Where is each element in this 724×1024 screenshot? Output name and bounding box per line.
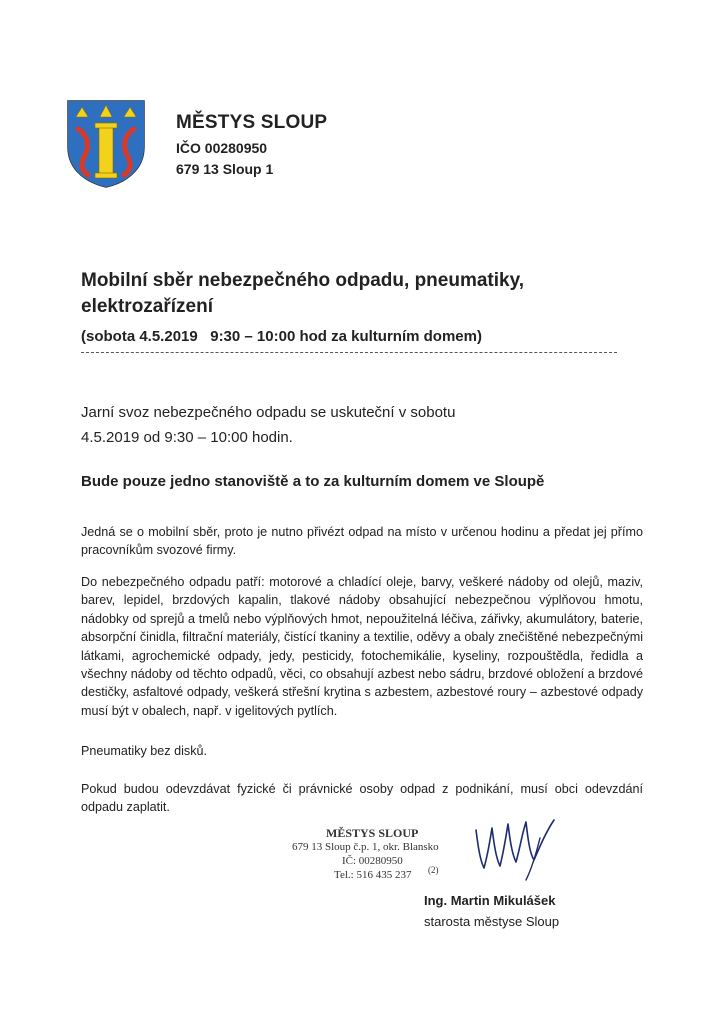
paragraph-business-fee: Pokud budou odevzdávat fyzické či právnické osoby odpad z podnikání, musí obci odevzdání odpadu zaplatit.: [81, 782, 643, 815]
document-subtitle: (sobota 4.5.2019 9:30 – 10:00 hod za kulturním domem): [81, 328, 482, 345]
paragraph-mobile-collection: Jedná se o mobilní sběr, proto je nutno přivézt odpad na místo v určenou hodinu a předat jej přímo pracovníkům svozové firmy.: [81, 525, 643, 558]
intro-text: Jarní svoz nebezpečného odpadu se uskuteční v sobotu 4.5.2019 od 9:30 – 10:00 hodin.: [81, 404, 456, 446]
org-ico: IČO 00280950: [176, 140, 268, 156]
org-name: MĚSTYS SLOUP: [176, 112, 328, 133]
stamp-name: MĚSTYS SLOUP: [326, 826, 419, 840]
org-address: 679 13 Sloup 1: [176, 161, 274, 177]
stamp-address: 679 13 Sloup č.p. 1, okr. Blansko: [292, 841, 439, 853]
letterhead: [176, 112, 327, 182]
signer-block: [424, 890, 559, 932]
stamp-code: (2): [428, 865, 439, 875]
signer-role: starosta městyse Sloup: [424, 914, 560, 929]
paragraph-tyres: Pneumatiky bez disků.: [81, 744, 207, 758]
stamp-phone: Tel.: 516 435 237: [334, 869, 412, 881]
dashed-divider: [81, 352, 617, 353]
location-note: Bude pouze jedno stanoviště a to za kulturním domem ve Sloupě: [81, 473, 545, 490]
coat-of-arms-icon: [66, 99, 146, 189]
paragraph-hazardous-list: Do nebezpečného odpadu patří: motorové a chladící oleje, barvy, veškeré nádoby od olejů, maziv, barev, lepidel, brzdových kapalin, tlakové nádoby obsahující nebezpečnou výplňovou hmotu, nádobky od sprejů a tmelů nebo výplňových hmot, nepoužitelná léčiva, zářivky, akumulátory, baterie, absorpční činidla, filtrační materiály, čistící tkaniny a textilie, oděvy a obaly znečištěné nebezpečnými látkami, agrochemické odpady, jedy, pesticidy, fotochemikálie, kyseliny, rozpouštědla, ředidla a všechny nádoby od těchto odpadů, věci, co obsahují azbest nebo sádru, brzdové obložení a brzdové destičky, asfaltové odpady, veškerá střešní krytina s azbestem, azbestové roury – azbestové odpady musí být v obalech, např. v igelitových pytlích.: [81, 575, 643, 718]
document-title: Mobilní sběr nebezpečného odpadu, pneumatiky, elektrozařízení: [81, 270, 525, 317]
signer-name: Ing. Martin Mikulášek: [424, 893, 556, 908]
stamp-ic: IČ: 00280950: [342, 855, 403, 867]
signature-icon: [470, 810, 560, 885]
